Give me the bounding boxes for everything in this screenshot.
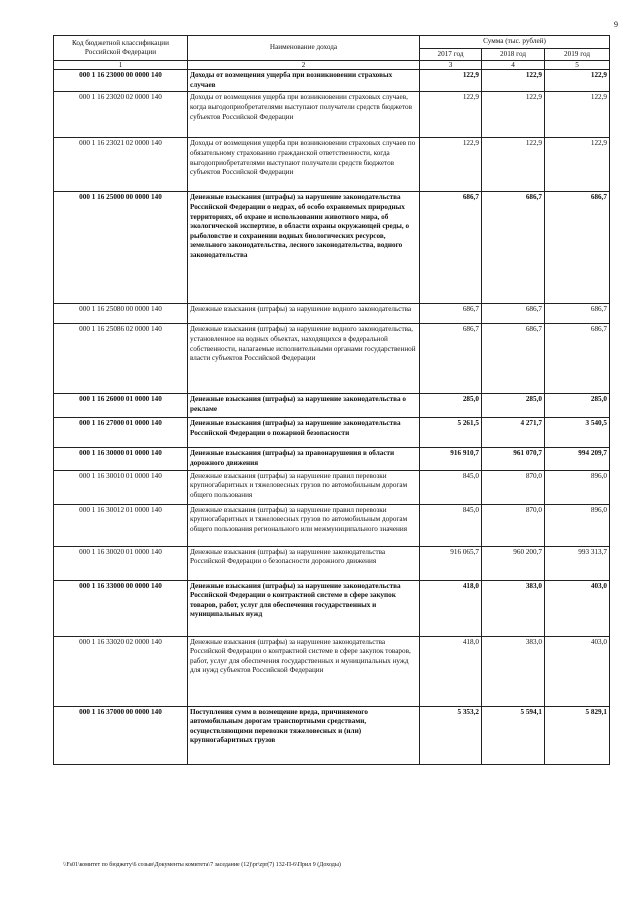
table-row [54,304,610,324]
row-name: Денежные взыскания (штрафы) за правонарушения в области дорожного движения [188,448,420,470]
row-name: Денежные взыскания (штрафы) за нарушение правил перевозки крупногабаритных и тяжеловесных грузов по автомобильным дорогам общего пользования [188,470,420,504]
table-row [54,470,610,504]
table-row [54,418,610,448]
value-2019: 993 313,7 [545,546,610,580]
row-name: Денежные взыскания (штрафы) за нарушение законодательства Российской Федерации о контрактной системе в сфере закупок товаров, работ, услуг для обеспечения государственных и муниципальных нужд [188,580,420,636]
table-row [54,448,610,470]
row-code: 000 1 16 30012 01 0000 140 [54,504,188,546]
value-2018: 961 070,7 [482,448,545,470]
value-2019: 686,7 [545,324,610,394]
table-row [54,580,610,636]
value-2019: 3 540,5 [545,418,610,448]
row-code: 000 1 16 23020 02 0000 140 [54,92,188,138]
header-year-2018: 2018 год [482,48,545,61]
value-2017: 845,0 [420,470,482,504]
row-name: Денежные взыскания (штрафы) за нарушение правил перевозки крупногабаритных и тяжеловесных грузов по автомобильным дорогам общего пользования регионального или межмуниципального значения [188,504,420,546]
value-2018: 4 271,7 [482,418,545,448]
table-row [54,324,610,394]
row-name: Доходы от возмещения ущерба при возникновении страховых случаев, когда выгодоприобретателями выступают получатели средств бюджетов субъектов Российской Федерации [188,92,420,138]
value-2018: 122,9 [482,138,545,192]
col-number: 2 [188,61,420,70]
table-row [54,504,610,546]
value-2018: 383,0 [482,636,545,706]
value-2018: 383,0 [482,580,545,636]
value-2017: 285,0 [420,394,482,418]
value-2017: 916 910,7 [420,448,482,470]
row-name: Доходы от возмещения ущерба при возникновении страховых случаев [188,70,420,92]
row-name: Денежные взыскания (штрафы) за нарушение законодательства Российской Федерации о безопасности дорожного движения [188,546,420,580]
header-year-2017: 2017 год [420,48,482,61]
row-code: 000 1 16 30010 01 0000 140 [54,470,188,504]
value-2017: 418,0 [420,636,482,706]
row-code: 000 1 16 25086 02 0000 140 [54,324,188,394]
value-2019: 122,9 [545,138,610,192]
header-year-2019: 2019 год [545,48,610,61]
value-2018: 122,9 [482,92,545,138]
table-row [54,636,610,706]
value-2017: 122,9 [420,138,482,192]
value-2019: 403,0 [545,580,610,636]
value-2019: 122,9 [545,70,610,92]
row-name: Денежные взыскания (штрафы) за нарушение водного законодательства, установленное на водных объектах, находящихся в федеральной собственности, налагаемые исполнительными органами государственной власти субъектов Российской Федерации [188,324,420,394]
row-name: Денежные взыскания (штрафы) за нарушение законодательства Российской Федерации о пожарной безопасности [188,418,420,448]
header-sum: Сумма (тыс. рублей) [420,36,610,49]
value-2018: 686,7 [482,324,545,394]
table-row [54,92,610,138]
value-2017: 418,0 [420,580,482,636]
value-2017: 686,7 [420,324,482,394]
table-row [54,192,610,304]
value-2017: 122,9 [420,70,482,92]
row-code: 000 1 16 23000 00 0000 140 [54,70,188,92]
row-code: 000 1 16 30000 01 0000 140 [54,448,188,470]
revenue-table [53,35,610,765]
value-2018: 686,7 [482,192,545,304]
row-name: Денежные взыскания (штрафы) за нарушение законодательства Российской Федерации о контрактной системе в сфере закупок товаров, работ, услуг для обеспечения государственных и муниципальных нужд для нужд субъектов Российской Федерации [188,636,420,706]
row-code: 000 1 16 25000 00 0000 140 [54,192,188,304]
value-2018: 5 594,1 [482,706,545,764]
table-row [54,706,610,764]
header-name: Наименование дохода [188,36,420,61]
value-2017: 5 261,5 [420,418,482,448]
row-code: 000 1 16 26000 01 0000 140 [54,394,188,418]
table-row [54,546,610,580]
value-2018: 870,0 [482,504,545,546]
value-2019: 994 209,7 [545,448,610,470]
row-code: 000 1 16 37000 00 0000 140 [54,706,188,764]
value-2019: 686,7 [545,304,610,324]
value-2017: 686,7 [420,304,482,324]
row-code: 000 1 16 33000 00 0000 140 [54,580,188,636]
value-2017: 916 065,7 [420,546,482,580]
value-2019: 896,0 [545,504,610,546]
page-number: 9 [614,20,618,29]
col-number: 5 [545,61,610,70]
row-name: Денежные взыскания (штрафы) за нарушение законодательства о рекламе [188,394,420,418]
table-row [54,394,610,418]
row-code: 000 1 16 25080 00 0000 140 [54,304,188,324]
value-2019: 686,7 [545,192,610,304]
value-2018: 686,7 [482,304,545,324]
header-code: Код бюджетной классификации Российской Федерации [54,36,188,61]
value-2019: 5 829,1 [545,706,610,764]
table-row [54,70,610,92]
col-number: 1 [54,61,188,70]
row-name: Денежные взыскания (штрафы) за нарушение законодательства Российской Федерации о недрах, об особо охраняемых природных территориях, об охране и использовании животного мира, об экологической экспертизе, в области охраны окружающей среды, о рыболовстве и сохранении водных биологических ресурсов, земельного законодательства, лесного законодательства, водного законодательства [188,192,420,304]
row-name: Денежные взыскания (штрафы) за нарушение водного законодательства [188,304,420,324]
value-2018: 870,0 [482,470,545,504]
value-2018: 122,9 [482,70,545,92]
value-2017: 5 353,2 [420,706,482,764]
value-2019: 285,0 [545,394,610,418]
value-2019: 403,0 [545,636,610,706]
value-2017: 686,7 [420,192,482,304]
row-name: Доходы от возмещения ущерба при возникновении страховых случаев по обязательному страхованию гражданской ответственности, когда выгодоприобретателями выступают получатели средств бюджетов субъектов Российской Федерации [188,138,420,192]
row-code: 000 1 16 23021 02 0000 140 [54,138,188,192]
col-number: 3 [420,61,482,70]
value-2019: 896,0 [545,470,610,504]
value-2019: 122,9 [545,92,610,138]
file-path-footer: \\Fs01\комитет по бюджету\6 созыв\Документы комитета\7 заседание (12)\pr\zpr(7) 132-П-6\Прил 9 (Доходы) [63,862,341,868]
value-2017: 845,0 [420,504,482,546]
row-code: 000 1 16 33020 02 0000 140 [54,636,188,706]
value-2017: 122,9 [420,92,482,138]
table-row [54,138,610,192]
value-2018: 960 200,7 [482,546,545,580]
value-2018: 285,0 [482,394,545,418]
column-number-row [54,61,610,70]
row-name: Поступления сумм в возмещение вреда, причиняемого автомобильным дорогам транспортными средствами, осуществляющими перевозки тяжеловесных и (или) крупногабаритных грузов [188,706,420,764]
row-code: 000 1 16 27000 01 0000 140 [54,418,188,448]
row-code: 000 1 16 30020 01 0000 140 [54,546,188,580]
col-number: 4 [482,61,545,70]
